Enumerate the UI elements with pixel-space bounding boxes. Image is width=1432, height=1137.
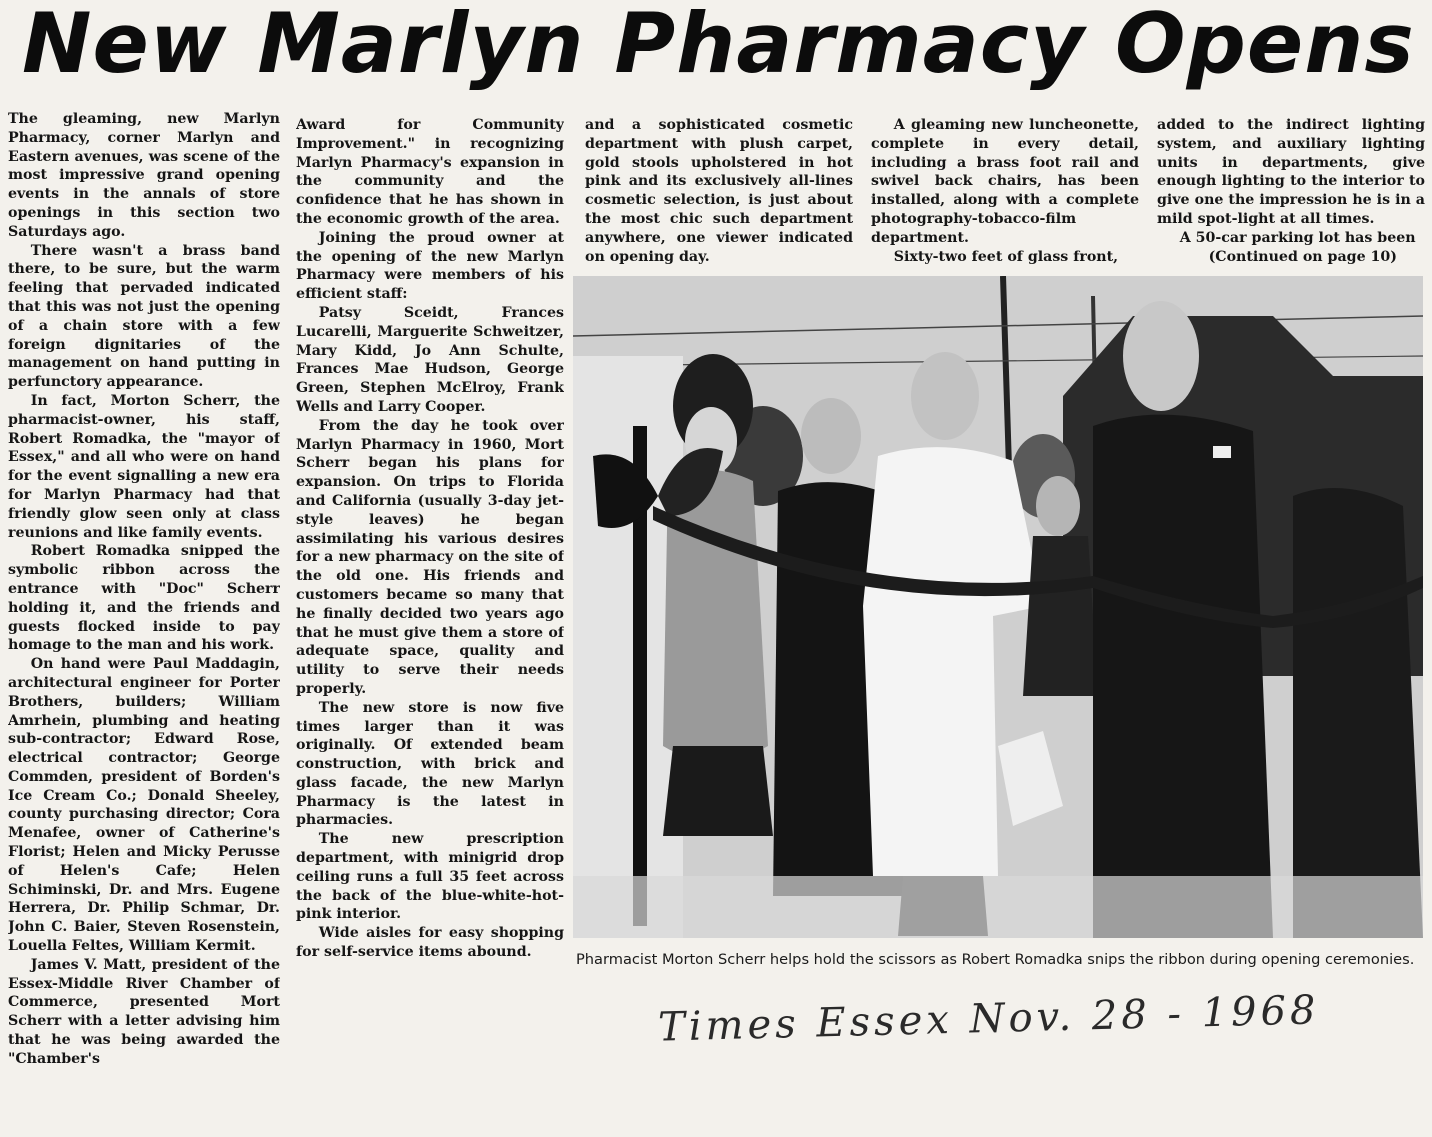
paragraph: On hand were Paul Maddagin, architectural engineer for Porter Brothers, builders; William Amrhein, plumbing and heating sub-contractor; Edward Rose, electrical contractor; George Commden, president of Borden's Ice Cream Co.; Donald Sheeley, county purchasing director; Cora Menafee, owner of Catherine's Florist; Helen and Micky Perusse of Helen's Cafe; Helen Schiminski, Dr. and Mrs. Eugene Herrera, Dr. Philip Schmar, Dr. John C. Baier, Steven Rosenstein, Louella Feltes, William Kermit. bbox=[8, 656, 280, 955]
article-column-2 bbox=[296, 116, 564, 1016]
paragraph: The new store is now five times larger than it was originally. Of extended beam construction, with brick and glass facade, the new Marlyn Pharmacy is the latest in pharmacies. bbox=[296, 699, 564, 829]
article-column-1 bbox=[8, 110, 280, 1137]
headline: New Marlyn Pharmacy Opens bbox=[22, 0, 1415, 92]
paragraph: A 50-car parking lot has been bbox=[1179, 229, 1416, 246]
paragraph: Joining the proud owner at the opening of the new Marlyn Pharmacy were members of his efficient staff: bbox=[296, 229, 564, 303]
article-column-5 bbox=[1157, 116, 1425, 270]
paragraph: added to the indirect lighting system, and auxiliary lighting units in departments, give enough lighting to the interior to give one the impression he is in a mild spot-light at all times. bbox=[1157, 117, 1425, 227]
photo-caption: Pharmacist Morton Scherr helps hold the scissors as Robert Romadka snips the ribbon during opening ceremonies. bbox=[576, 951, 1415, 968]
paragraph: From the day he took over Marlyn Pharmacy in 1960, Mort Scherr began his plans for expansion. On trips to Florida and California (usually 3-day jet-style leaves) he began assimilating his various desires for a new pharmacy on the site of the old one. His friends and customers became so many that he finally decided two years ago that he must give them a store of adequate space, quality and utility to serve their needs properly. bbox=[296, 417, 564, 697]
paragraph: Wide aisles for easy shopping for self-service items abound. bbox=[296, 925, 564, 961]
paragraph: Robert Romadka snipped the symbolic ribbon across the entrance with "Doc" Scherr holding it, and the friends and guests flocked inside to pay homage to the man and his work. bbox=[8, 543, 280, 654]
ribbon-cutting-photo bbox=[573, 276, 1423, 938]
paragraph: The new prescription department, with minigrid drop ceiling runs a full 35 feet across the back of the blue-white-hot-pink interior. bbox=[296, 831, 564, 923]
paragraph: and a sophisticated cosmetic department with plush carpet, gold stools upholstered in hot pink and its exclusively all-lines cosmetic selection, is just about the most chic such department anywhere, one viewer indicated on opening day. bbox=[585, 117, 853, 265]
paragraph: Sixty-two feet of glass front, bbox=[893, 248, 1119, 265]
article-column-4 bbox=[871, 116, 1139, 270]
paragraph: In fact, Morton Scherr, the pharmacist-owner, his staff, Robert Romadka, the "mayor of Essex," and all who were on hand for the event signalling a new era for Marlyn Pharmacy had that friendly glow seen only at class reunions and like family events. bbox=[8, 392, 280, 541]
paragraph: There wasn't a brass band there, to be sure, but the warm feeling that pervaded indicated that this was not just the opening of a chain store with a few foreign dignitaries of the management on hand putting in perfunctory appearance. bbox=[8, 242, 280, 391]
paragraph: A gleaming new luncheonette, complete in every detail, including a brass foot rail and swivel back chairs, has been installed, along with a complete photography-tobacco-film department. bbox=[871, 117, 1139, 246]
paragraph: Award for Community Improvement." in recognizing Marlyn Pharmacy's expansion in the community and the confidence that he has shown in the economic growth of the area. bbox=[296, 117, 564, 227]
continued-note: (Continued on page 10) bbox=[1208, 248, 1397, 265]
paragraph: Patsy Sceidt, Frances Lucarelli, Marguerite Schweitzer, Mary Kidd, Jo Ann Schulte, Frances Mae Hudson, George Green, Stephen McElroy, Frank Wells and Larry Cooper. bbox=[296, 304, 564, 415]
handwritten-signature: Times Essex Nov. 28 - 1968 bbox=[657, 987, 1321, 1051]
paragraph: The gleaming, new Marlyn Pharmacy, corner Marlyn and Eastern avenues, was scene of the most impressive grand opening events in the annals of store openings in this section two Saturdays ago. bbox=[8, 111, 280, 240]
paragraph: James V. Matt, president of the Essex-Middle River Chamber of Commerce, presented Mort Scherr with a letter advising him that he was being awarded the "Chamber's bbox=[8, 956, 280, 1067]
article-column-3 bbox=[585, 116, 853, 270]
photo-illustration bbox=[573, 276, 1423, 938]
